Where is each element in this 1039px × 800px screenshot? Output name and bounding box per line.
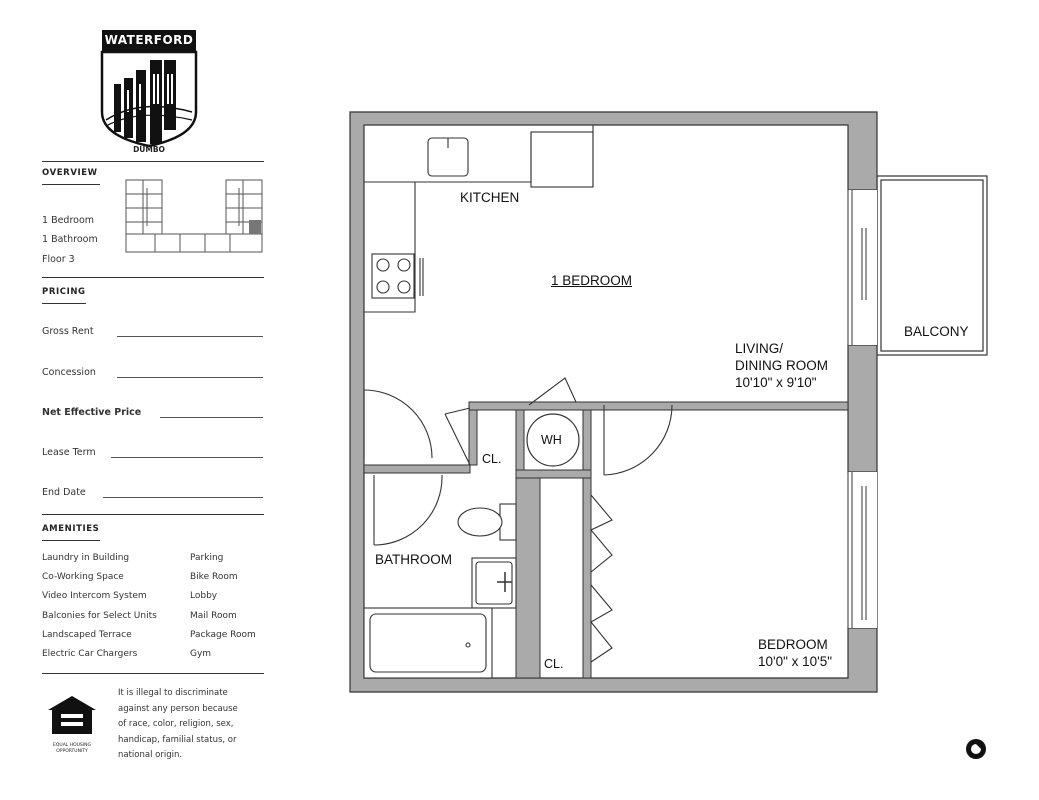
closet-1-label: CL.	[482, 452, 502, 466]
legal-line: of race, color, religion, sex,	[118, 719, 234, 729]
living-dims: 10'10" x 9'10"	[735, 375, 817, 390]
legal-line: handicap, familial status, or	[118, 734, 237, 745]
legal-line: national origin.	[118, 750, 183, 760]
net-effective-label: Net Effective Price	[42, 407, 142, 418]
overview-floor: Floor 3	[42, 254, 75, 265]
gross-rent-label: Gross Rent	[42, 326, 94, 337]
entry-door-swing	[364, 390, 432, 458]
brand-mark-icon	[965, 738, 987, 760]
amenity-item: Lobby	[190, 591, 218, 602]
amenity-item: Gym	[190, 648, 212, 659]
overview-bedrooms: 1 Bedroom	[42, 215, 95, 226]
overview-heading: OVERVIEW	[42, 168, 98, 178]
legal-line: It is illegal to discriminate	[118, 688, 228, 698]
amenity-item: Package Room	[190, 629, 256, 640]
amenity-item: Mail Room	[190, 610, 237, 621]
living-label	[735, 340, 828, 391]
bedroom-dims: 10'0" x 10'5"	[758, 654, 833, 669]
end-date-label: End Date	[42, 487, 86, 498]
concession-label: Concession	[42, 367, 96, 378]
pricing-heading: PRICING	[42, 287, 86, 297]
amenity-item: Balconies for Select Units	[42, 610, 157, 621]
bedroom-door-swing	[604, 405, 672, 475]
balcony-label: BALCONY	[904, 324, 969, 339]
equal-housing-caption: EQUAL HOUSING OPPORTUNITY	[53, 743, 91, 754]
logo-name: WATERFORD	[104, 33, 194, 47]
amenity-item: Video Intercom System	[42, 591, 147, 602]
amenity-item: Co-Working Space	[42, 572, 124, 583]
overview-bathrooms: 1 Bathroom	[42, 234, 98, 245]
closet-2-label: CL.	[544, 657, 564, 671]
bathroom-door-swing	[374, 475, 442, 545]
bathroom-label: BATHROOM	[375, 552, 452, 567]
toilet-icon	[458, 508, 502, 536]
amenity-item: Parking	[190, 553, 224, 563]
living-line-2: DINING ROOM	[735, 358, 828, 373]
bedroom-label	[758, 636, 832, 670]
logo-sub: DUMBO	[133, 145, 165, 154]
water-heater-label: WH	[541, 433, 562, 447]
amenity-item: Bike Room	[190, 572, 238, 583]
amenities-heading: AMENITIES	[42, 524, 100, 534]
bedroom-name: BEDROOM	[758, 637, 828, 652]
amenity-item: Landscaped Terrace	[42, 629, 132, 640]
lease-term-label: Lease Term	[42, 447, 96, 458]
legal-line: against any person because	[118, 703, 238, 714]
amenity-item: Laundry in Building	[42, 553, 130, 563]
kitchen-label: KITCHEN	[460, 190, 520, 205]
plan-title: 1 BEDROOM	[551, 273, 633, 288]
wh-door	[529, 378, 576, 405]
living-line-1: LIVING/	[735, 341, 784, 356]
amenity-item: Electric Car Chargers	[42, 648, 138, 659]
